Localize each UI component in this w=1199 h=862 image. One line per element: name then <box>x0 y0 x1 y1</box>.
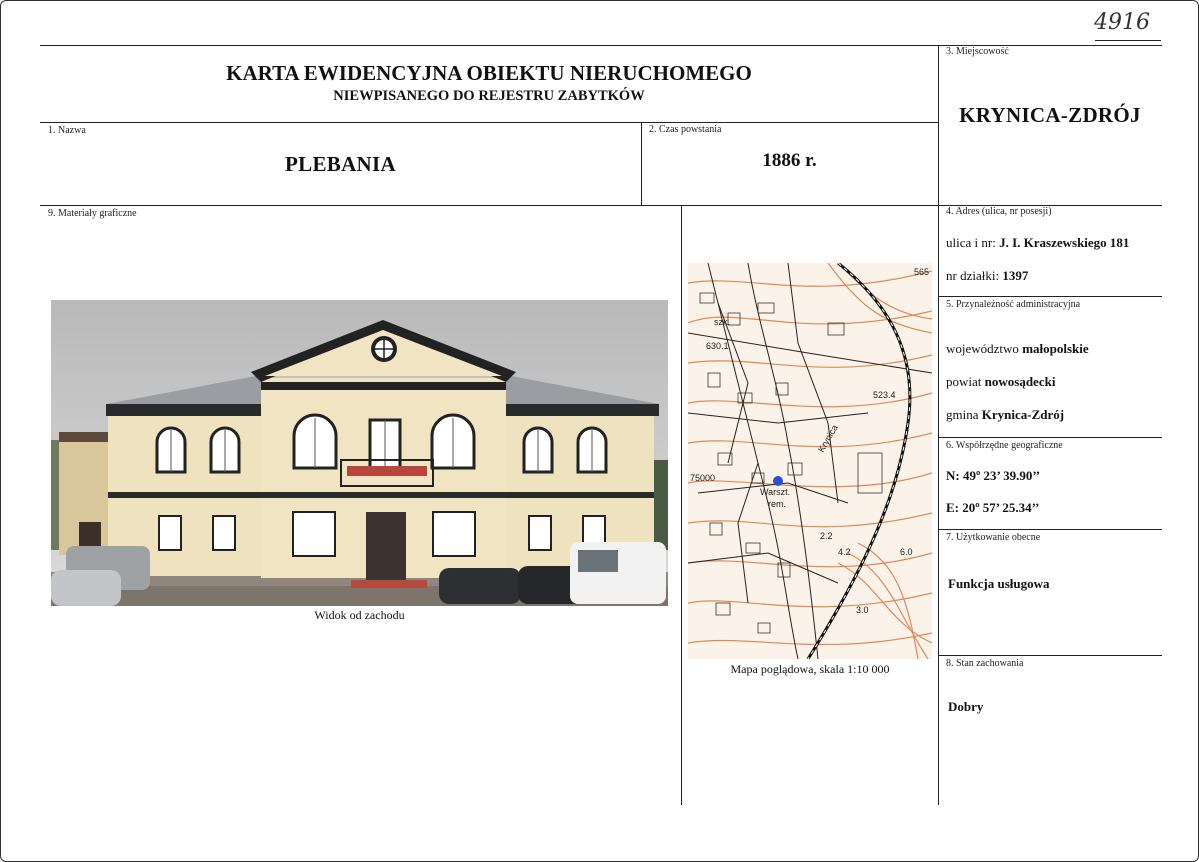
wojewodztwo-prefix: województwo <box>946 341 1019 356</box>
adres-plot-prefix: nr działki: <box>946 268 1000 283</box>
map-label-elevation-6: 4.2 <box>838 547 851 557</box>
map-label-elevation-4: 2.2 <box>820 531 833 541</box>
miejscowosc-label: 3. Miejscowość <box>946 46 1009 57</box>
coordinate-e: E: 20º 57’ 25.34’’ <box>946 500 1040 515</box>
card-title: KARTA EWIDENCYJNA OBIEKTU NIERUCHOMEGO <box>226 61 752 85</box>
header-bottom-rule <box>40 122 938 123</box>
handwritten-number: 4916 <box>1094 10 1150 35</box>
handwritten-underline <box>1095 40 1161 41</box>
wojewodztwo-row <box>946 341 1089 357</box>
wspolrzedne-label: 6. Współrzędne geograficzne <box>946 440 1063 451</box>
map-label-elevation-5: 3.0 <box>856 605 869 615</box>
building-photo <box>51 300 668 606</box>
gmina-prefix: gmina <box>946 407 979 422</box>
location-map <box>688 263 932 659</box>
powiat-prefix: powiat <box>946 374 982 389</box>
adres-bottom-rule <box>938 296 1162 297</box>
miejscowosc-value: KRYNICA-ZDRÓJ <box>959 103 1141 127</box>
map-label-school: szk. <box>714 317 731 327</box>
map-label-krynica: Krynica <box>816 423 840 454</box>
uzytkowanie-bottom-rule <box>938 655 1162 656</box>
przynaleznosc-label: 5. Przynależność administracyjna <box>946 299 1081 310</box>
photo-map-divider <box>681 205 682 805</box>
stan-label: 8. Stan zachowania <box>946 658 1024 669</box>
photo-caption: Widok od zachodu <box>314 608 405 622</box>
uzytkowanie-value: Funkcja usługowa <box>948 576 1050 591</box>
przynaleznosc-bottom-rule <box>938 437 1162 438</box>
adres-street-prefix: ulica i nr: <box>946 235 996 250</box>
nazwa-label: 1. Nazwa <box>48 125 86 136</box>
wojewodztwo-value: małopolskie <box>1022 341 1089 356</box>
materialy-label: 9. Materiały graficzne <box>48 208 137 219</box>
adres-plot <box>946 268 1028 284</box>
wspolrzedne-bottom-rule <box>938 529 1162 530</box>
gmina-value: Krynica-Zdrój <box>981 407 1065 422</box>
map-label-elevation-7: 6.0 <box>900 547 913 557</box>
map-label-elevation-2: 630.1 <box>706 341 729 351</box>
map-caption: Mapa poglądowa, skala 1:10 000 <box>730 662 890 676</box>
uzytkowanie-label: 7. Użytkowanie obecne <box>946 532 1041 543</box>
coordinate-n: N: 49º 23’ 39.90’’ <box>946 468 1041 483</box>
right-column-divider <box>938 45 939 805</box>
map-label-warsztat: Warszt. <box>760 487 791 497</box>
powiat-row <box>946 374 1055 390</box>
map-label-elevation-3: 523.4 <box>873 390 896 400</box>
adres-plot-value: 1397 <box>1002 268 1029 283</box>
map-label-elevation: 565 <box>914 267 930 277</box>
map-label-rem: rem. <box>768 499 786 509</box>
czas-label: 2. Czas powstania <box>649 124 722 135</box>
gmina-row <box>946 407 1064 423</box>
map-label-75000: 75000 <box>690 473 716 483</box>
adres-street-value: J. I. Kraszewskiego 181 <box>999 235 1130 250</box>
adres-street <box>946 235 1129 251</box>
powiat-value: nowosądecki <box>984 374 1056 389</box>
card-subtitle: NIEWPISANEGO DO REJESTRU ZABYTKÓW <box>333 88 645 104</box>
nazwa-value: PLEBANIA <box>285 152 396 176</box>
stan-value: Dobry <box>948 699 984 714</box>
czas-value: 1886 r. <box>762 150 817 171</box>
adres-label: 4. Adres (ulica, nr posesji) <box>946 206 1052 217</box>
